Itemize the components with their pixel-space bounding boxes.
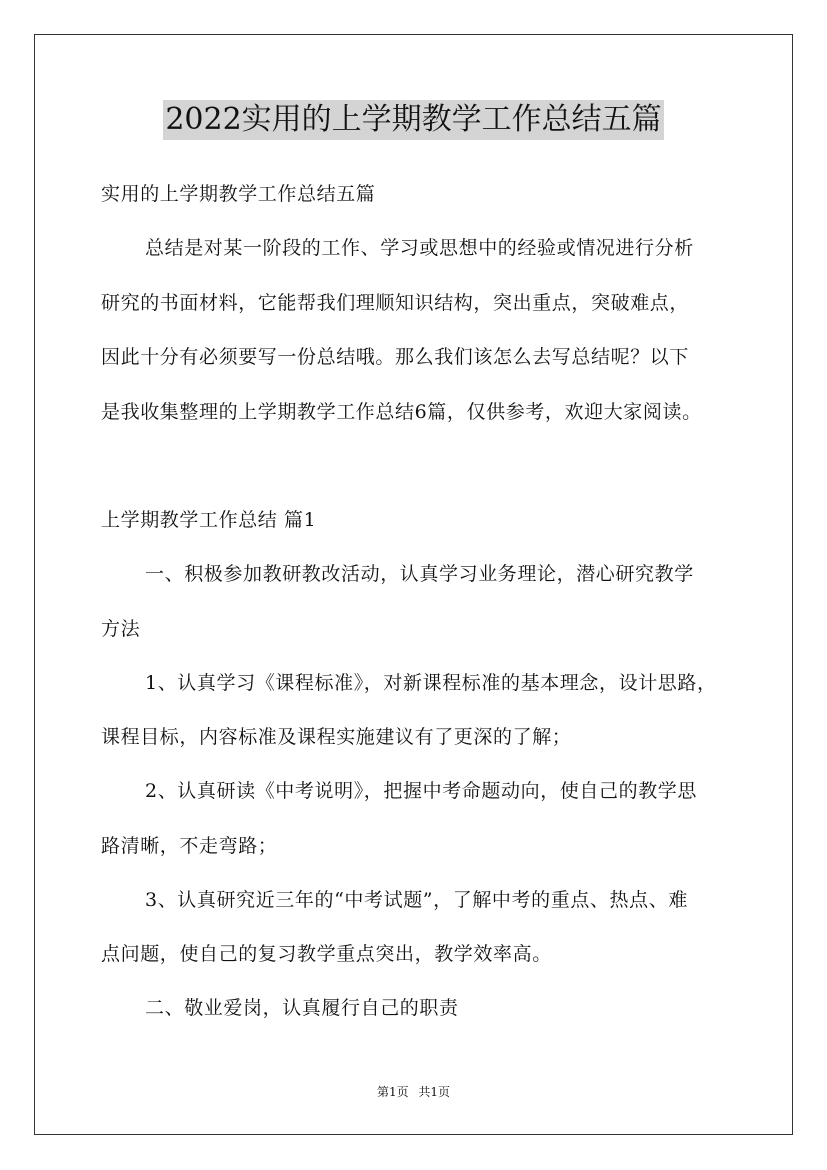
body-line: 点问题，使自己的复习教学重点突出，教学效率高。: [101, 943, 552, 965]
page-footer: [0, 1083, 827, 1101]
intro-line: 是我收集整理的上学期教学工作总结6篇，仅供参考，欢迎大家阅读。: [101, 401, 702, 423]
intro-line: 因此十分有必须要写一份总结哦。那么我们该怎么去写总结呢？以下: [101, 346, 690, 368]
body-line: 二、敬业爱岗，认真履行自己的职责: [145, 997, 459, 1019]
page-number: 第1页: [376, 1085, 409, 1099]
intro-line: 总结是对某一阶段的工作、学习或思想中的经验或情况进行分析: [145, 237, 694, 259]
title-container: [0, 100, 827, 140]
body-line: 1、认真学习《课程标准》，对新课程标准的基本理念，设计思路，: [145, 672, 717, 694]
body-line: 方法: [101, 618, 141, 640]
section-heading: 上学期教学工作总结 篇1: [101, 509, 317, 531]
body-line: 课程目标，内容标准及课程实施建议有了更深的了解；: [101, 726, 572, 748]
body-line: 3、认真研究近三年的“中考试题”，了解中考的重点、热点、难: [145, 889, 688, 911]
page-total: 共1页: [418, 1085, 451, 1099]
intro-line: 研究的书面材料，它能帮我们理顺知识结构，突出重点，突破难点，: [101, 292, 690, 314]
body-line: 一、积极参加教研教改活动，认真学习业务理论，潜心研究教学: [145, 563, 694, 585]
document-title: 2022实用的上学期教学工作总结五篇: [163, 100, 663, 140]
body-line: 路清晰，不走弯路；: [101, 835, 278, 857]
document-subtitle: 实用的上学期教学工作总结五篇: [101, 183, 376, 205]
body-line: 2、认真研读《中考说明》，把握中考命题动向，使自己的教学思: [145, 780, 697, 802]
